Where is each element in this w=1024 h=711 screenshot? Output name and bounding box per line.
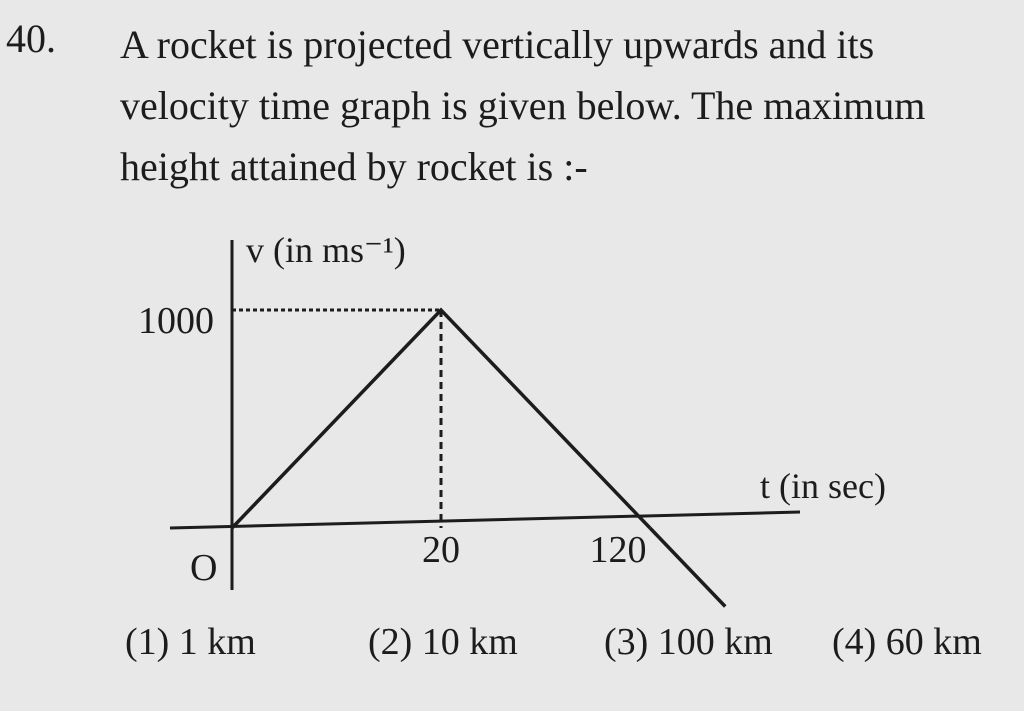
origin-label: O bbox=[190, 547, 218, 589]
x-tick-label: 20 bbox=[422, 529, 460, 571]
question-line: velocity time graph is given below. The maximum bbox=[120, 83, 926, 128]
question-number: 40. bbox=[6, 16, 56, 61]
question-line: A rocket is projected vertically upwards and its bbox=[120, 22, 875, 67]
y-axis-label: v (in ms⁻¹) bbox=[246, 230, 406, 270]
option-2[interactable]: (2) 10 km bbox=[368, 621, 518, 663]
answer-options bbox=[0, 620, 1024, 690]
x-axis-label: t (in sec) bbox=[760, 466, 886, 506]
question-line: height attained by rocket is :- bbox=[120, 144, 588, 189]
option-3[interactable]: (3) 100 km bbox=[604, 621, 773, 663]
x-tick-label: 120 bbox=[589, 529, 647, 571]
y-tick-label: 1000 bbox=[138, 300, 214, 342]
option-4[interactable]: (4) 60 km bbox=[832, 621, 982, 663]
velocity-series-extension bbox=[650, 528, 725, 606]
x-axis bbox=[170, 512, 800, 528]
option-1[interactable]: (1) 1 km bbox=[125, 621, 256, 663]
